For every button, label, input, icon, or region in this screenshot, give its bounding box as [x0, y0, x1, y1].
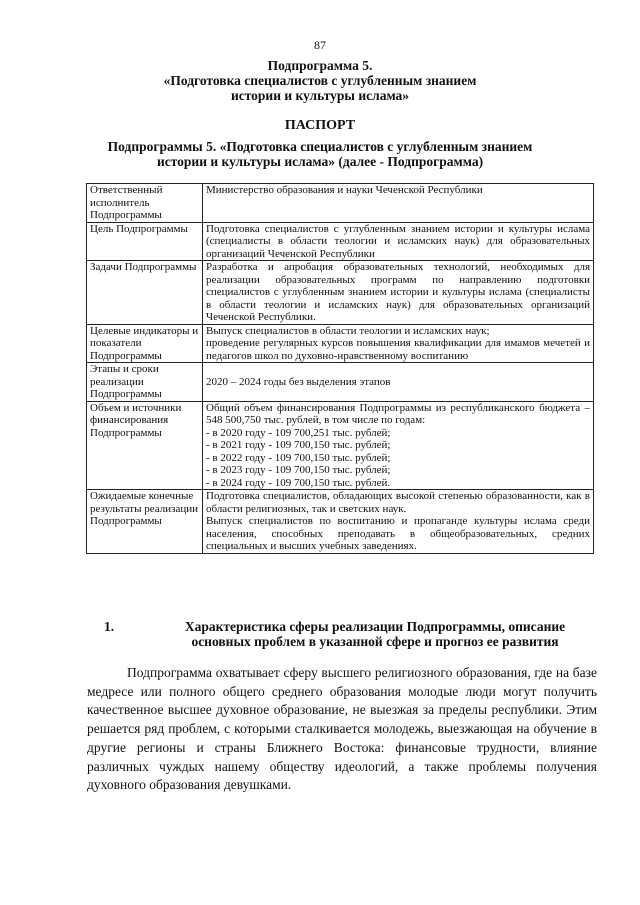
- table-row: [87, 490, 594, 554]
- passport-table: [86, 183, 594, 554]
- subprogram-heading-line: истории и культуры ислама»: [230, 88, 410, 103]
- financing-year-line: - в 2023 году - 109 700,150 тыс. рублей;: [206, 464, 391, 476]
- row-label-responsible: Ответственный исполнитель Подпрограммы: [87, 184, 203, 223]
- page-number: 87: [314, 38, 326, 52]
- row-label-financing: Объем и источники финансирования Подпрограммы: [87, 401, 203, 490]
- financing-intro: Общий объем финансирования Подпрограммы из республиканского бюджета – 548 500,750 тыс. рублей, в том числе по годам:: [206, 401, 590, 426]
- subprogram-heading: [0, 58, 640, 103]
- subprogram-heading-line: «Подготовка специалистов с углубленным знанием: [163, 73, 477, 88]
- row-label-indicators: Целевые индикаторы и показатели Подпрограммы: [87, 324, 203, 363]
- table-row: [87, 184, 594, 223]
- table-row: [87, 261, 594, 325]
- table-row: [87, 401, 594, 490]
- row-value-responsible: Министерство образования и науки Чеченской Республики: [203, 184, 594, 223]
- table-row: [87, 324, 594, 363]
- table-row: [87, 363, 594, 402]
- indicator-line: Выпуск специалистов в области теологии и исламских наук;: [206, 324, 490, 337]
- row-label-tasks: Задачи Подпрограммы: [87, 261, 203, 325]
- row-value-goal: Подготовка специалистов с углубленным знанием истории и культуры ислама (специалисты в области теологии и исламских наук) для образовательных организаций Чеченской Республики: [203, 222, 594, 261]
- row-value-financing: [203, 401, 594, 490]
- row-label-goal: Цель Подпрограммы: [87, 222, 203, 261]
- row-value-tasks: Разработка и апробация образовательных технологий, необходимых для реализации образовательных программ по направлению подготовки специалистов с углубленным знанием истории и культуры ислама (специалисты в области теологии и исламских наук) для образовательных организаций Чеченской Республики.: [203, 261, 594, 325]
- section-title-line: основных проблем в указанной сфере и прогноз ее развития: [191, 634, 559, 649]
- subprogram-heading-line: Подпрограмма 5.: [267, 58, 373, 73]
- row-label-stages: Этапы и сроки реализации Подпрограммы: [87, 363, 203, 402]
- section-heading: [104, 619, 604, 649]
- financing-year-line: - в 2024 году - 109 700,150 тыс. рублей.: [206, 476, 391, 489]
- result-line: Выпуск специалистов по воспитанию и пропаганде культуры ислама среди населения, способных преподавать в общеобразовательных, средних специальных и высших учебных заведениях.: [206, 515, 590, 552]
- body-paragraph: Подпрограмма охватывает сферу высшего религиозного образования, где на базе медресе или полного общего среднего образования молодые люди могут получить качественное высшее духовное образование, не выезжая за пределы республики. Этим решается ряд проблем, с которыми сталкивается молодежь, выезжающая на обучение в другие регионы и страны Ближнего Востока: финансовые трудности, влияние различных чуждых нашему обществу идеологий, а также проблемы получения духовного образования девушками.: [87, 665, 597, 793]
- passport-subtitle: [0, 139, 640, 169]
- row-value-results: [203, 490, 594, 554]
- passport-subtitle-line: истории и культуры ислама» (далее - Подпрограмма): [156, 154, 484, 169]
- financing-year-line: - в 2020 году - 109 700,251 тыс. рублей;: [206, 426, 391, 439]
- section-number: 1.: [104, 619, 115, 634]
- financing-year-line: - в 2022 году - 109 700,150 тыс. рублей;: [206, 451, 391, 464]
- row-value-indicators: [203, 324, 594, 363]
- passport-heading: ПАСПОРТ: [284, 118, 356, 133]
- section-title-line: Характеристика сферы реализации Подпрограммы, описание: [184, 619, 566, 634]
- indicator-line: проведение регулярных курсов повышения квалификации для имамов мечетей и педагогов школ по духовно-нравственному воспитанию: [206, 337, 590, 362]
- section-title: [146, 619, 604, 649]
- passport-subtitle-line: Подпрограммы 5. «Подготовка специалистов с углубленным знанием: [107, 139, 533, 154]
- financing-year-line: - в 2021 году - 109 700,150 тыс. рублей;: [206, 439, 391, 451]
- result-line: Подготовка специалистов, обладающих высокой степенью образованности, как в области религиозных, так и светских наук.: [206, 490, 590, 515]
- row-value-stages: 2020 – 2024 годы без выделения этапов: [203, 363, 594, 402]
- table-row: [87, 222, 594, 261]
- row-label-results: Ожидаемые конечные результаты реализации Подпрограммы: [87, 490, 203, 554]
